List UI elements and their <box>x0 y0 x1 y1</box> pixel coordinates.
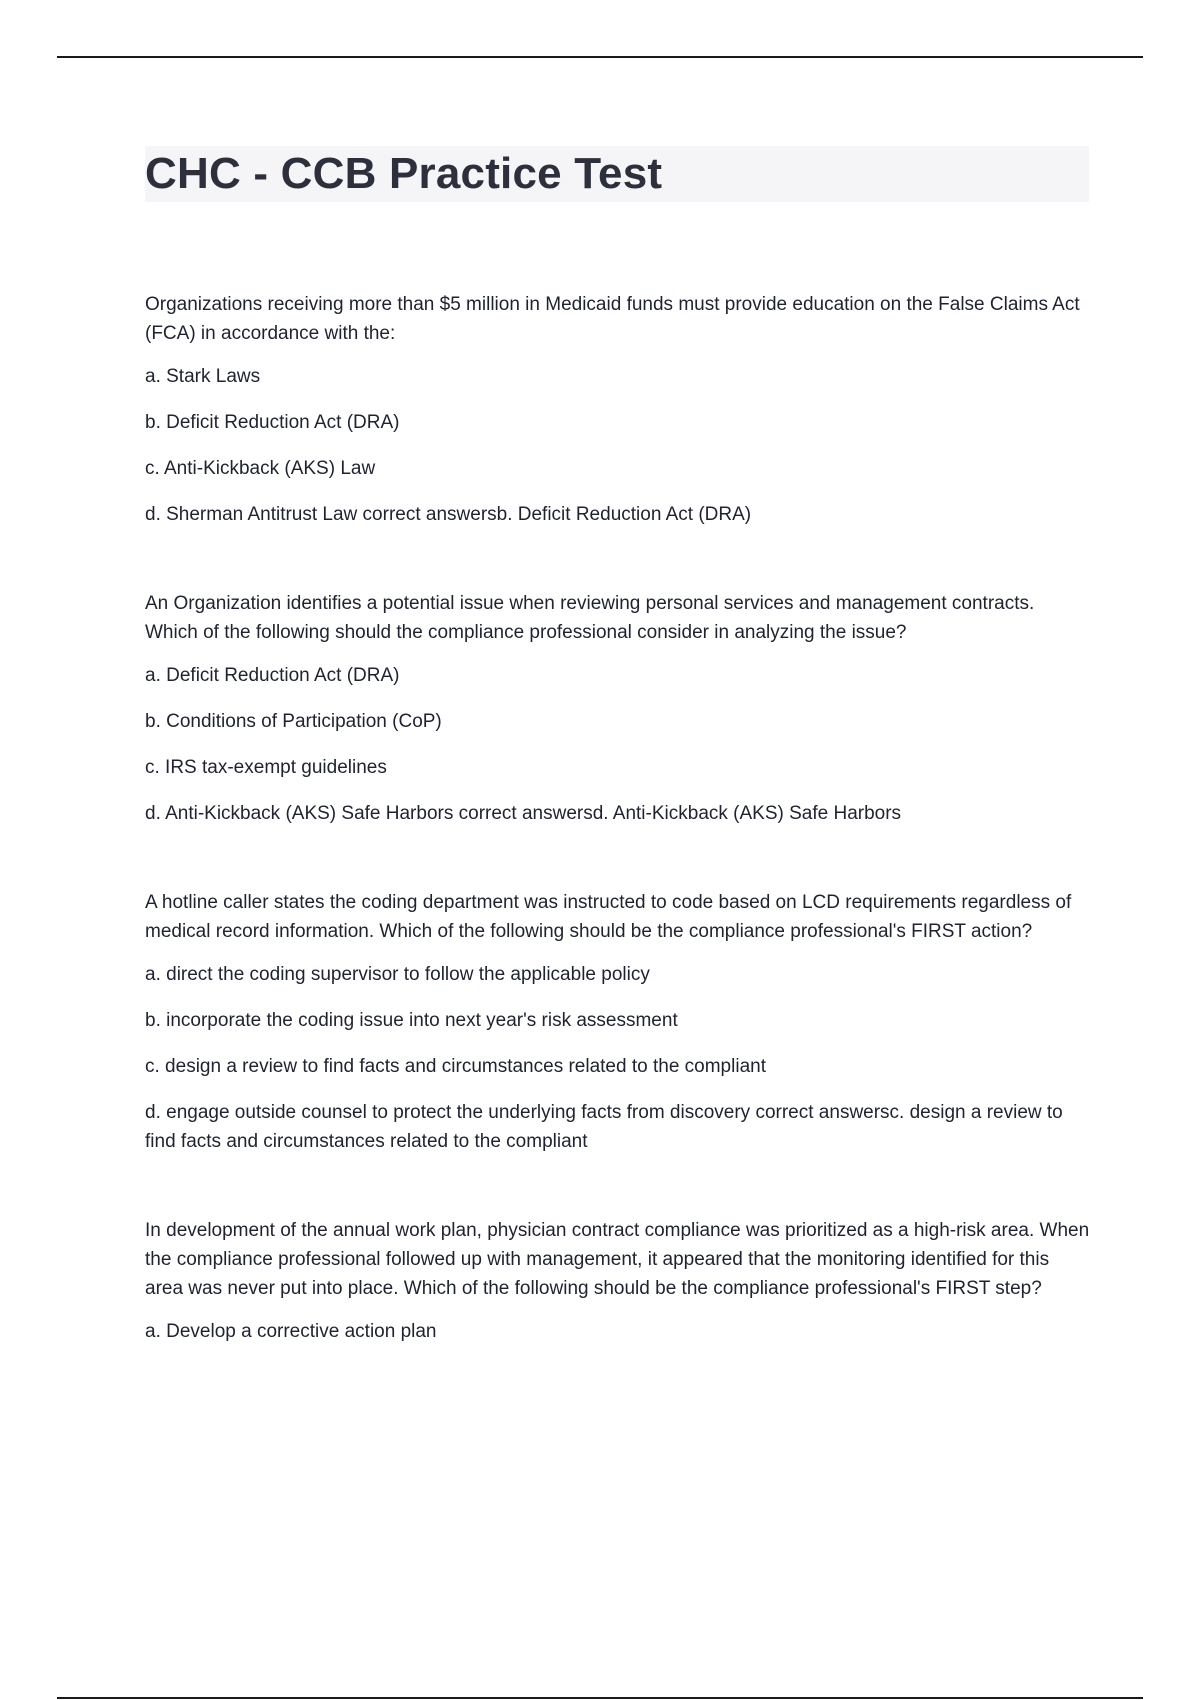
answer-option: b. Conditions of Participation (CoP) <box>145 711 442 732</box>
question-text: A hotline caller states the coding department was instructed to code based on LCD requirements regardless of medical record information. Which of the following should be the compliance professional's FIRST action? <box>145 892 1072 942</box>
question-block-3 <box>145 888 1090 1156</box>
answer-option: a. Deficit Reduction Act (DRA) <box>145 665 400 686</box>
answer-option: a. Stark Laws <box>145 366 261 387</box>
top-rule <box>57 56 1143 58</box>
question-block-1 <box>145 290 1090 529</box>
answer-option: d. Sherman Antitrust Law correct answersb. Deficit Reduction Act (DRA) <box>145 504 752 525</box>
question-block-4 <box>145 1216 1090 1346</box>
answer-option: c. design a review to find facts and circumstances related to the compliant <box>145 1056 766 1077</box>
question-text: In development of the annual work plan, physician contract compliance was prioritized as a high-risk area. When the compliance professional followed up with management, it appeared that the monitoring identified for this area was never put into place. Which of the following should be the compliance professional's FIRST step? <box>145 1220 1090 1299</box>
question-text: An Organization identifies a potential issue when reviewing personal services and management contracts. Which of the following should the compliance professional consider in analyzing the issue? <box>145 593 1035 643</box>
title-banner <box>145 146 1089 202</box>
answer-option: c. Anti-Kickback (AKS) Law <box>145 458 376 479</box>
bottom-rule <box>57 1697 1143 1699</box>
document-body <box>145 290 1090 1346</box>
page-title: CHC - CCB Practice Test <box>145 149 663 198</box>
question-block-2 <box>145 589 1090 828</box>
answer-option: a. direct the coding supervisor to follow the applicable policy <box>145 964 650 985</box>
answer-option: b. incorporate the coding issue into next year's risk assessment <box>145 1010 678 1031</box>
question-text: Organizations receiving more than $5 million in Medicaid funds must provide education on the False Claims Act (FCA) in accordance with the: <box>145 294 1080 344</box>
answer-option: d. engage outside counsel to protect the underlying facts from discovery correct answersc. design a review to find facts and circumstances related to the compliant <box>145 1102 1063 1152</box>
answer-option: c. IRS tax-exempt guidelines <box>145 757 387 778</box>
answer-option: b. Deficit Reduction Act (DRA) <box>145 412 400 433</box>
answer-option: d. Anti-Kickback (AKS) Safe Harbors correct answersd. Anti-Kickback (AKS) Safe Harbors <box>145 803 902 824</box>
answer-option: a. Develop a corrective action plan <box>145 1321 437 1342</box>
